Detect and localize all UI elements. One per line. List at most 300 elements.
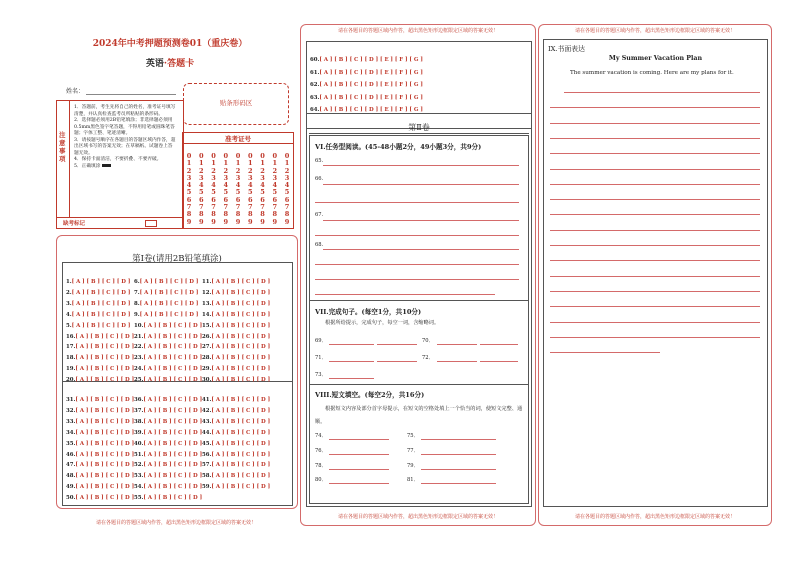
answer-options[interactable]: [ A ] [ B ] [ C ] [ D ]	[75, 333, 135, 340]
question-number: 48.	[66, 473, 76, 480]
writing-line[interactable]	[550, 322, 760, 323]
exam-digit-bubble[interactable]: 6	[284, 195, 290, 204]
answer-options[interactable]: [ A ] [ B ] [ C ] [ D ]	[71, 322, 131, 329]
exam-digit-bubble[interactable]: 1	[223, 159, 229, 168]
question-number: 28.	[202, 355, 212, 362]
answer-options[interactable]: [ A ] [ B ] [ C ] [ D ]	[75, 462, 135, 469]
answer-options[interactable]: [ A ] [ B ] [ C ] [ D ]	[143, 366, 203, 373]
exam-digit-bubble[interactable]: 5	[211, 188, 216, 197]
exam-digit-bubble[interactable]: 6	[186, 195, 192, 204]
question-number: 15.	[202, 322, 212, 329]
exam-digit-bubble[interactable]: 2	[284, 166, 290, 175]
answer-options[interactable]: [ A ] [ B ] [ C ] [ D ]	[139, 279, 199, 285]
question-number: 38.	[134, 418, 144, 425]
answer-options[interactable]: [ A ] [ B ] [ C ] [ D ]	[211, 300, 271, 307]
notes-list	[74, 105, 177, 170]
answer-options[interactable]: [ A ] [ B ] [ C ] [ D ]	[143, 377, 203, 384]
answer-options[interactable]: [ A ] [ B ] [ C ] [ D ]	[211, 322, 271, 329]
exam-digit-bubble[interactable]: 1	[260, 159, 265, 168]
q74-label: 74．	[315, 433, 327, 439]
q73-label: 73．	[315, 372, 327, 378]
answer-options[interactable]: [ A ] [ B ] [ C ] [ D ]	[143, 418, 203, 425]
question-number: 35.	[66, 440, 76, 447]
exam-digit-column[interactable]	[270, 153, 280, 226]
exam-digit-bubble[interactable]: 8	[284, 210, 290, 219]
exam-digit-bubble[interactable]: 0	[260, 152, 265, 160]
exam-digit-bubble[interactable]: 0	[223, 152, 229, 160]
part2-box	[306, 113, 532, 507]
q72-label: 72．	[422, 355, 434, 361]
exam-digit-bubble[interactable]: 5	[247, 188, 253, 197]
exam-digit-bubble[interactable]: 8	[198, 210, 204, 219]
part1-title: 第Ⅰ卷(请用2B铅笔填涂)	[132, 254, 222, 264]
question-number: 2.	[66, 289, 72, 296]
exam-digit-bubble[interactable]: 8	[223, 210, 229, 219]
question-number: 58.	[202, 473, 212, 480]
exam-digit-bubble[interactable]: 3	[186, 173, 192, 182]
answer-options[interactable]: [ A ] [ B ] [ C ] [ D ] [ E ] [ F ] [ G ]	[319, 69, 423, 76]
exam-digit-bubble[interactable]: 6	[198, 195, 204, 204]
question-number: 43.	[202, 418, 212, 425]
question-number: 20.	[66, 377, 76, 384]
exam-digit-bubble[interactable]: 4	[198, 181, 204, 190]
answer-options[interactable]: [ A ] [ B ] [ C ] [ D ]	[71, 311, 131, 318]
barcode-area	[183, 83, 289, 125]
exam-digit-bubble[interactable]: 6	[247, 195, 253, 204]
exam-digit-bubble[interactable]: 1	[247, 159, 253, 168]
exam-digit-bubble[interactable]: 4	[186, 181, 192, 190]
sec7-title: VII.完成句子。(每空1分，共10分)	[315, 308, 422, 316]
exam-digit-bubble[interactable]: 0	[198, 152, 204, 160]
exam-digit-bubble[interactable]: 5	[260, 188, 265, 197]
question-number: 6.	[134, 279, 140, 285]
barcode-label: 贴条形码区	[219, 99, 253, 107]
mc-question-row[interactable]	[134, 484, 202, 503]
question-number: 45.	[202, 440, 212, 447]
exam-digit-bubble[interactable]: 8	[260, 210, 265, 219]
exam-digit-bubble[interactable]: 2	[247, 166, 253, 175]
question-number: 50.	[66, 495, 76, 502]
answer-options[interactable]: [ A ] [ B ] [ C ] [ D ] [ E ] [ F ] [ G ]	[319, 57, 423, 63]
mc-question-row[interactable]	[134, 366, 202, 385]
note-item: 1．答题前，考生先将自己的姓名，准考证号填写清楚，并认真检查监考员所粘贴的条形码。	[74, 105, 176, 117]
name-label: 姓名：	[66, 88, 85, 95]
question-number: 25.	[134, 377, 144, 384]
mc-question-row[interactable]	[202, 366, 270, 385]
exam-digit-bubble[interactable]: 8	[235, 210, 241, 219]
exam-digit-bubble[interactable]: 2	[211, 166, 216, 175]
question-number: 30.	[202, 377, 212, 384]
answer-options[interactable]: [ A ] [ B ] [ C ] [ D ]	[143, 451, 203, 458]
exam-digit-bubble[interactable]: 3	[198, 173, 204, 182]
answer-options[interactable]: [ A ] [ B ] [ C ] [ D ]	[143, 397, 203, 403]
answer-options[interactable]: [ A ] [ B ] [ C ] [ D ]	[211, 418, 271, 425]
question-number: 19.	[66, 366, 76, 373]
writing-line[interactable]	[550, 184, 760, 185]
sec8-title: VIII.短文填空。(每空2分，共16分)	[315, 391, 425, 399]
exam-digit-bubble[interactable]: 5	[272, 188, 278, 197]
answer-options[interactable]: [ A ] [ B ] [ C ] [ D ]	[211, 484, 271, 491]
absent-label: 缺考标记	[63, 221, 86, 227]
answer-options[interactable]: [ A ] [ B ] [ C ] [ D ]	[75, 473, 135, 480]
question-number: 49.	[66, 484, 76, 491]
exam-digit-bubble[interactable]: 2	[272, 166, 278, 175]
exam-digit-bubble[interactable]: 8	[272, 210, 278, 219]
exam-digit-bubble[interactable]: 7	[260, 203, 265, 212]
q78-label: 78．	[315, 463, 327, 469]
answer-options[interactable]: [ A ] [ B ] [ C ] [ D ]	[71, 289, 131, 296]
exam-digit-bubble[interactable]: 4	[272, 181, 278, 190]
answer-options[interactable]: [ A ] [ B ] [ C ] [ D ]	[139, 311, 199, 318]
subject-label: 英语·答题卡	[145, 59, 195, 69]
question-number: 16.	[66, 333, 76, 340]
card-label: 答题卡	[167, 59, 195, 69]
question-number: 51.	[134, 451, 144, 458]
answer-options[interactable]: [ A ] [ B ] [ C ] [ D ]	[75, 407, 135, 414]
writing-line[interactable]	[550, 214, 760, 215]
exam-digit-bubble[interactable]: 1	[198, 159, 204, 168]
answer-options[interactable]: [ A ] [ B ] [ C ] [ D ]	[75, 377, 135, 384]
exam-digit-bubble[interactable]: 3	[247, 173, 253, 182]
exam-digit-bubble[interactable]: 2	[186, 166, 192, 175]
question-number: 11.	[202, 279, 212, 285]
exam-digit-bubble[interactable]: 3	[260, 173, 265, 182]
sec7-instr: 根据所给提示，完成句子，每空一词，含缩略词。	[325, 320, 440, 326]
question-number: 1.	[66, 279, 72, 285]
exam-digit-column[interactable]	[258, 153, 268, 226]
absent-row	[56, 217, 184, 229]
exam-digit-bubble[interactable]: 9	[223, 217, 229, 226]
question-number: 13.	[202, 300, 212, 307]
writing-line[interactable]	[550, 123, 760, 124]
writing-line[interactable]	[550, 107, 760, 108]
question-number: 37.	[134, 407, 144, 414]
boundary-notice-bottom: 请在各题目的答题区域内作答，超出黑色矩形边框限定区域的答案无效！	[574, 514, 735, 520]
answer-options[interactable]: [ A ] [ B ] [ C ] [ D ]	[211, 355, 271, 362]
question-number: 32.	[66, 407, 76, 414]
exam-digit-bubble[interactable]: 1	[272, 159, 278, 168]
exam-digit-bubble[interactable]: 1	[211, 159, 216, 168]
question-number: 8.	[134, 300, 140, 307]
exam-digit-bubble[interactable]: 3	[272, 173, 278, 182]
exam-digit-column[interactable]	[233, 153, 243, 226]
part2-panel	[300, 24, 536, 526]
mc-question-row[interactable]	[66, 484, 134, 503]
answer-options[interactable]: [ A ] [ B ] [ C ] [ D ]	[143, 355, 203, 362]
exam-digit-column[interactable]	[282, 153, 292, 226]
question-number: 9.	[134, 311, 140, 318]
answer-options[interactable]: [ A ] [ B ] [ C ] [ D ]	[211, 407, 271, 414]
exam-digit-bubble[interactable]: 1	[235, 159, 241, 168]
boundary-notice-top: 请在各题目的答题区域内作答，超出黑色矩形边框限定区域的答案无效！	[574, 28, 735, 34]
exam-digit-bubble[interactable]: 5	[235, 188, 241, 197]
question-number: 57.	[202, 462, 212, 469]
answer-options[interactable]: [ A ] [ B ] [ C ] [ D ]	[143, 484, 203, 491]
question-number: 64.	[310, 107, 320, 113]
exam-digit-bubble[interactable]: 5	[284, 188, 290, 197]
answer-options[interactable]: [ A ] [ B ] [ C ] [ D ]	[75, 355, 135, 362]
writing-line[interactable]	[564, 92, 760, 93]
mc-question-row[interactable]	[66, 366, 134, 385]
exam-digit-bubble[interactable]: 0	[186, 152, 192, 160]
subject: 英语	[145, 59, 164, 69]
answer-options[interactable]: [ A ] [ B ] [ C ] [ D ]	[139, 300, 199, 307]
exam-digit-columns	[184, 153, 292, 226]
answer-options[interactable]: [ A ] [ B ] [ C ] [ D ]	[75, 495, 135, 502]
writing-line[interactable]	[550, 169, 760, 170]
answer-options[interactable]: [ A ] [ B ] [ C ] [ D ] [ E ] [ F ] [ G ]	[319, 107, 423, 113]
exam-digit-bubble[interactable]: 0	[235, 152, 241, 160]
q71-label: 71．	[315, 355, 327, 361]
exam-digit-bubble[interactable]: 0	[272, 152, 278, 160]
answer-options[interactable]: [ A ] [ B ] [ C ] [ D ]	[75, 440, 135, 447]
name-line	[86, 94, 176, 95]
exam-digit-bubble[interactable]: 2	[235, 166, 241, 175]
answer-options[interactable]: [ A ] [ B ] [ C ] [ D ]	[211, 344, 271, 351]
exam-digit-bubble[interactable]: 9	[211, 217, 216, 226]
notes-vertical-label: 注意事项	[59, 131, 66, 163]
exam-digit-bubble[interactable]: 5	[186, 188, 192, 197]
question-number: 34.	[66, 429, 76, 436]
exam-digit-bubble[interactable]: 4	[260, 181, 265, 190]
writing-line[interactable]	[550, 352, 660, 353]
question-number: 3.	[66, 300, 72, 307]
answer-options[interactable]: [ A ] [ B ] [ C ] [ D ]	[143, 407, 203, 414]
answer-options[interactable]: [ A ] [ B ] [ C ] [ D ]	[211, 451, 271, 458]
boundary-notice: 请在各题目的答题区域内作答，超出黑色矩形边框限定区域的答案无效！	[95, 520, 256, 526]
q75-label: 75．	[407, 433, 419, 439]
exam-digit-bubble[interactable]: 0	[247, 152, 253, 160]
question-number: 46.	[66, 451, 76, 458]
exam-digit-bubble[interactable]: 4	[247, 181, 253, 190]
answer-options[interactable]: [ A ] [ B ] [ C ] [ D ]	[211, 333, 271, 340]
answer-options[interactable]: [ A ] [ B ] [ C ] [ D ] [ E ] [ F ] [ G ]	[319, 82, 423, 88]
answer-options[interactable]: [ A ] [ B ] [ C ] [ D ]	[211, 440, 271, 447]
question-number: 55.	[134, 495, 144, 502]
exam-digit-bubble[interactable]: 7	[235, 203, 241, 212]
answer-options[interactable]: [ A ] [ B ] [ C ] [ D ]	[143, 429, 203, 436]
writing-line[interactable]	[550, 230, 760, 231]
answer-options[interactable]: [ A ] [ B ] [ C ] [ D ]	[75, 397, 135, 403]
exam-digit-bubble[interactable]: 7	[198, 203, 204, 212]
writing-line[interactable]	[550, 199, 760, 200]
exam-number-grid	[182, 132, 294, 229]
q81-label: 81．	[407, 477, 419, 483]
question-number: 18.	[66, 355, 76, 362]
sec8-instr: 根据短文内容及部分首字母提示，在短文的空格处填上一个恰当的词，使短文完整、通顺。	[315, 406, 523, 425]
question-number: 23.	[134, 355, 144, 362]
question-number: 36.	[134, 397, 144, 403]
question-number: 62.	[310, 82, 320, 88]
q79-label: 79．	[407, 463, 419, 469]
q69-label: 69．	[315, 338, 327, 344]
answer-options[interactable]: [ A ] [ B ] [ C ] [ D ]	[211, 279, 271, 285]
part2-title: 第Ⅱ卷	[408, 123, 430, 132]
question-number: 40.	[134, 440, 144, 447]
question-number: 61.	[310, 69, 320, 76]
question-number: 4.	[66, 311, 72, 318]
answer-options[interactable]: [ A ] [ B ] [ C ] [ D ]	[143, 322, 203, 329]
exam-digit-column[interactable]	[196, 153, 206, 226]
exam-digit-bubble[interactable]: 2	[260, 166, 265, 175]
question-number: 56.	[202, 451, 212, 458]
exam-digit-bubble[interactable]: 4	[235, 181, 241, 190]
q67-label: 67.	[315, 212, 324, 218]
answer-options[interactable]: [ A ] [ B ] [ C ] [ D ]	[143, 473, 203, 480]
note-item: 5．正确填涂	[74, 164, 177, 171]
writing-line[interactable]	[550, 153, 760, 154]
exam-digit-bubble[interactable]: 9	[186, 217, 192, 226]
exam-digit-column[interactable]	[209, 153, 219, 226]
question-number: 22.	[134, 344, 144, 351]
writing-line[interactable]	[550, 138, 760, 139]
exam-digit-bubble[interactable]: 2	[223, 166, 229, 175]
exam-digit-bubble[interactable]: 3	[211, 173, 216, 182]
absent-checkbox[interactable]	[145, 220, 157, 227]
exam-digit-bubble[interactable]: 9	[272, 217, 278, 226]
q65-label: 65.	[315, 158, 324, 164]
exam-digit-bubble[interactable]: 1	[284, 159, 290, 168]
question-number: 60.	[310, 57, 320, 63]
q77-label: 77．	[407, 448, 419, 454]
answer-options[interactable]: [ A ] [ B ] [ C ] [ D ]	[75, 451, 135, 458]
writing-line[interactable]	[550, 291, 760, 292]
writing-box	[543, 39, 768, 507]
answer-options[interactable]: [ A ] [ B ] [ C ] [ D ]	[71, 279, 131, 285]
exam-digit-bubble[interactable]: 8	[247, 210, 253, 219]
part1-panel	[56, 235, 298, 509]
exam-digit-column[interactable]	[221, 153, 231, 226]
mc-question-row[interactable]	[202, 473, 270, 492]
exam-digit-bubble[interactable]: 0	[211, 152, 216, 160]
q66-label: 66.	[315, 176, 324, 182]
note-item: 4．保持卡面清洁，不要折叠、不要弄破。	[74, 157, 162, 162]
q70-label: 70．	[422, 338, 434, 344]
exam-digit-column[interactable]	[245, 153, 255, 226]
answer-options[interactable]: [ A ] [ B ] [ C ] [ D ]	[211, 289, 271, 296]
exam-digit-bubble[interactable]: 5	[223, 188, 229, 197]
answer-options[interactable]: [ A ] [ B ] [ C ] [ D ]	[143, 333, 203, 340]
answer-options[interactable]: [ A ] [ B ] [ C ] [ D ]	[71, 300, 131, 307]
answer-options[interactable]: [ A ] [ B ] [ C ] [ D ]	[75, 366, 135, 373]
exam-digit-bubble[interactable]: 8	[186, 210, 192, 219]
answer-options[interactable]: [ A ] [ B ] [ C ] [ D ]	[211, 397, 271, 403]
answer-options[interactable]: [ A ] [ B ] [ C ] [ D ]	[211, 377, 271, 384]
exam-digit-bubble[interactable]: 2	[198, 166, 204, 175]
exam-digit-bubble[interactable]: 7	[247, 203, 253, 212]
exam-digit-bubble[interactable]: 1	[186, 159, 192, 168]
question-number: 44.	[202, 429, 212, 436]
question-number: 21.	[134, 333, 144, 340]
question-number: 52.	[134, 462, 144, 469]
exam-digit-bubble[interactable]: 3	[223, 173, 229, 182]
exam-digit-bubble[interactable]: 7	[272, 203, 278, 212]
exam-digit-bubble[interactable]: 6	[211, 195, 216, 204]
exam-title: 2024年中考押题预测卷01（重庆卷）	[92, 39, 248, 49]
answer-options[interactable]: [ A ] [ B ] [ C ] [ D ]	[75, 418, 135, 425]
notes-box	[56, 100, 184, 218]
answer-options[interactable]: [ A ] [ B ] [ C ] [ D ]	[211, 462, 271, 469]
answer-options[interactable]: [ A ] [ B ] [ C ] [ D ]	[211, 429, 271, 436]
answer-options[interactable]: [ A ] [ B ] [ C ] [ D ]	[143, 495, 203, 502]
question-number: 24.	[134, 366, 144, 373]
question-number: 31.	[66, 397, 76, 403]
writing-line[interactable]	[550, 337, 760, 338]
answer-options[interactable]: [ A ] [ B ] [ C ] [ D ] [ E ] [ F ] [ G ]	[319, 94, 423, 101]
question-number: 39.	[134, 429, 144, 436]
exam-digit-bubble[interactable]: 9	[235, 217, 241, 226]
writing-line[interactable]	[550, 306, 760, 307]
exam-digit-bubble[interactable]: 6	[260, 195, 265, 204]
answer-options[interactable]: [ A ] [ B ] [ C ] [ D ]	[75, 429, 135, 436]
exam-digit-bubble[interactable]: 9	[260, 217, 265, 226]
question-number: 7.	[134, 289, 140, 296]
exam-digit-bubble[interactable]: 7	[211, 203, 216, 212]
writing-line[interactable]	[550, 260, 760, 261]
answer-options[interactable]: [ A ] [ B ] [ C ] [ D ]	[211, 366, 271, 373]
answer-options[interactable]: [ A ] [ B ] [ C ] [ D ]	[143, 344, 203, 351]
boundary-notice-top: 请在各题目的答题区域内作答，超出黑色矩形边框限定区域的答案无效！	[337, 28, 498, 34]
answer-options[interactable]: [ A ] [ B ] [ C ] [ D ]	[139, 289, 199, 296]
note-item: 3．请按题号顺序在各题目的答题区域内作答，超出区域书写的答案无效；在草稿纸、试题卷上答题无效。	[74, 137, 176, 156]
exam-digit-bubble[interactable]: 3	[284, 173, 290, 182]
exam-no-label: 准考证号	[225, 135, 251, 143]
essay-start: The summer vacation is coming. Here are my plans for it.	[570, 70, 734, 76]
part1-answer-box	[62, 262, 293, 506]
answer-options[interactable]: [ A ] [ B ] [ C ] [ D ]	[75, 344, 135, 351]
question-number: 47.	[66, 462, 76, 469]
answer-options[interactable]: [ A ] [ B ] [ C ] [ D ]	[211, 311, 271, 318]
note-item: 2．选择题必须用2B铅笔填涂；非选择题必须用0.5mm黑色签字笔答题，不得用铅笔或圆珠笔答题；字体工整、笔迹清晰。	[74, 118, 175, 136]
exam-digit-bubble[interactable]: 9	[198, 217, 204, 226]
exam-digit-bubble[interactable]: 7	[186, 203, 192, 212]
answer-options[interactable]: [ A ] [ B ] [ C ] [ D ]	[75, 484, 135, 491]
exam-digit-column[interactable]	[184, 153, 194, 226]
question-number: 17.	[66, 344, 76, 351]
answer-options[interactable]: [ A ] [ B ] [ C ] [ D ]	[143, 440, 203, 447]
writing-line[interactable]	[550, 276, 760, 277]
essay-title: My Summer Vacation Plan	[608, 55, 703, 62]
exam-digit-bubble[interactable]: 9	[247, 217, 253, 226]
answer-options[interactable]: [ A ] [ B ] [ C ] [ D ]	[211, 473, 271, 480]
exam-digit-bubble[interactable]: 9	[284, 217, 290, 226]
exam-digit-bubble[interactable]: 5	[198, 188, 204, 197]
question-number: 42.	[202, 407, 212, 414]
q76-label: 76．	[315, 448, 327, 454]
exam-digit-bubble[interactable]: 3	[235, 173, 241, 182]
question-number: 10.	[134, 322, 144, 329]
exam-digit-bubble[interactable]: 6	[235, 195, 241, 204]
exam-digit-bubble[interactable]: 4	[211, 181, 216, 190]
question-number: 59.	[202, 484, 212, 491]
sec6-title: VI.任务型阅读。(45-48小题2分，49小题3分，共9分)	[315, 143, 482, 151]
question-number: 53.	[134, 473, 144, 480]
exam-digit-bubble[interactable]: 4	[284, 181, 290, 190]
exam-digit-bubble[interactable]: 6	[223, 195, 229, 204]
exam-digit-bubble[interactable]: 4	[223, 181, 229, 190]
question-number: 54.	[134, 484, 144, 491]
writing-line[interactable]	[550, 245, 760, 246]
exam-digit-bubble[interactable]: 0	[284, 152, 290, 160]
exam-digit-bubble[interactable]: 8	[211, 210, 216, 219]
q68-label: 68.	[315, 242, 324, 248]
exam-digit-bubble[interactable]: 6	[272, 195, 278, 204]
exam-digit-bubble[interactable]: 7	[223, 203, 229, 212]
answer-options[interactable]: [ A ] [ B ] [ C ] [ D ]	[143, 462, 203, 469]
question-number: 26.	[202, 333, 212, 340]
question-number: 14.	[202, 311, 212, 318]
exam-digit-bubble[interactable]: 7	[284, 203, 290, 212]
